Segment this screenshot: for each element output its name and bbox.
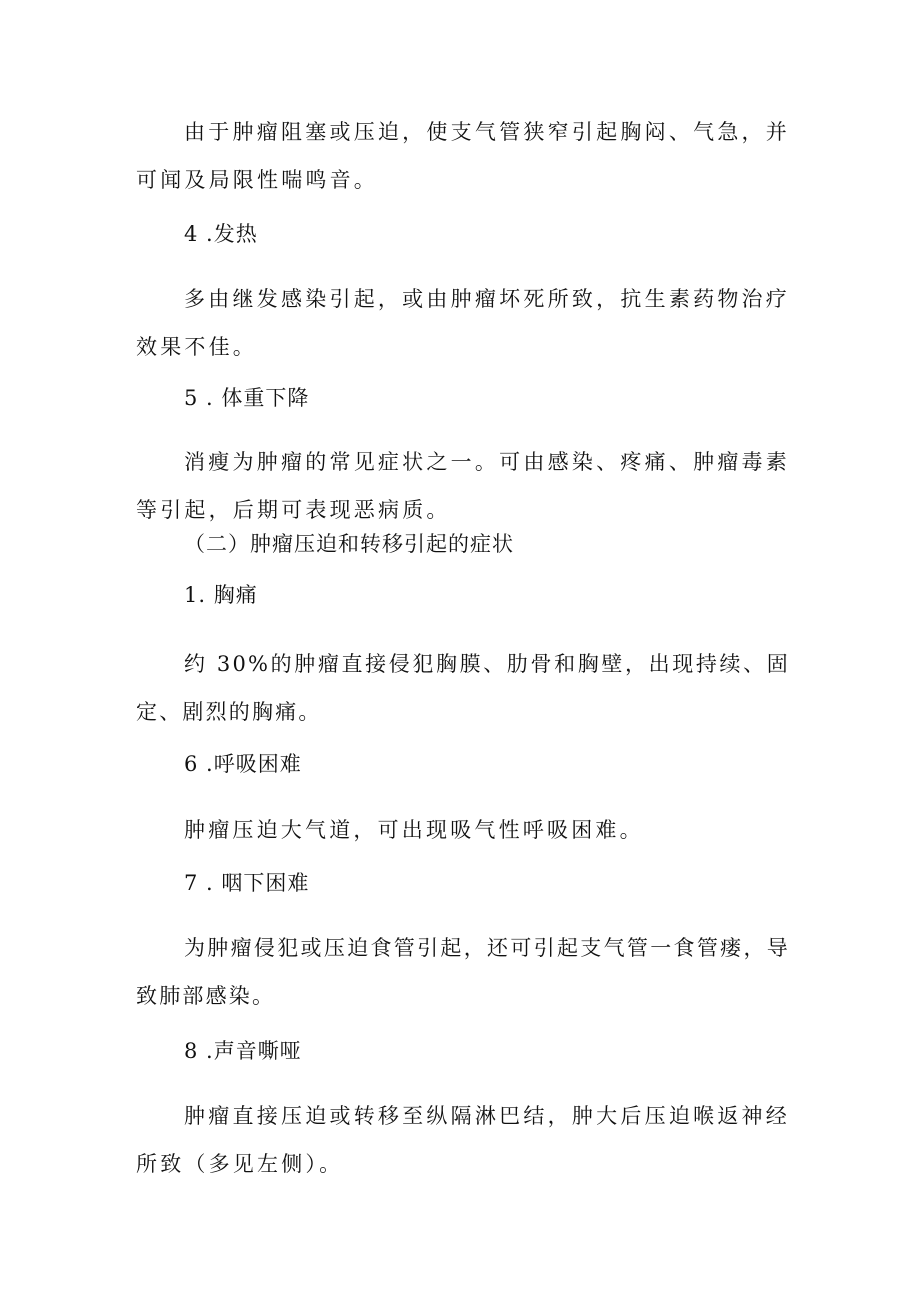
paragraph-hoarseness: 肿瘤直接压迫或转移至纵隔淋巴结，肿大后压迫喉返神经所致（多见左侧）。 [136,1104,790,1176]
heading-weight-loss: 5 . 体重下降 [184,386,310,410]
paragraph-fever: 多由继发感染引起，或由肿瘤坏死所致，抗生素药物治疗效果不佳。 [136,287,790,359]
paragraph-dysphagia: 为肿瘤侵犯或压迫食管引起，还可引起支气管一食管瘘，导致肺部感染。 [136,936,790,1008]
heading-hoarseness: 8 .声音嘶哑 [184,1039,302,1063]
heading-fever: 4 .发热 [184,222,258,246]
paragraph-chest-pain: 约 30%的肿瘤直接侵犯胸膜、肋骨和胸壁，出现持续、固定、剧烈的胸痛。 [136,652,790,724]
section-subheading: （二）肿瘤压迫和转移引起的症状 [184,532,514,556]
heading-dysphagia: 7 . 咽下困难 [184,871,310,895]
paragraph-dyspnea: 肿瘤压迫大气道，可出现吸气性呼吸困难。 [184,818,644,842]
heading-chest-pain: 1. 胸痛 [184,583,258,607]
paragraph-weight-loss: 消瘦为肿瘤的常见症状之一。可由感染、疼痛、肿瘤毒素等引起，后期可表现恶病质。 [136,450,790,522]
paragraph-wheezing: 由于肿瘤阻塞或压迫，使支气管狭窄引起胸闷、气急，并可闻及局限性喘鸣音。 [136,120,790,192]
heading-dyspnea: 6 .呼吸困难 [184,752,302,776]
